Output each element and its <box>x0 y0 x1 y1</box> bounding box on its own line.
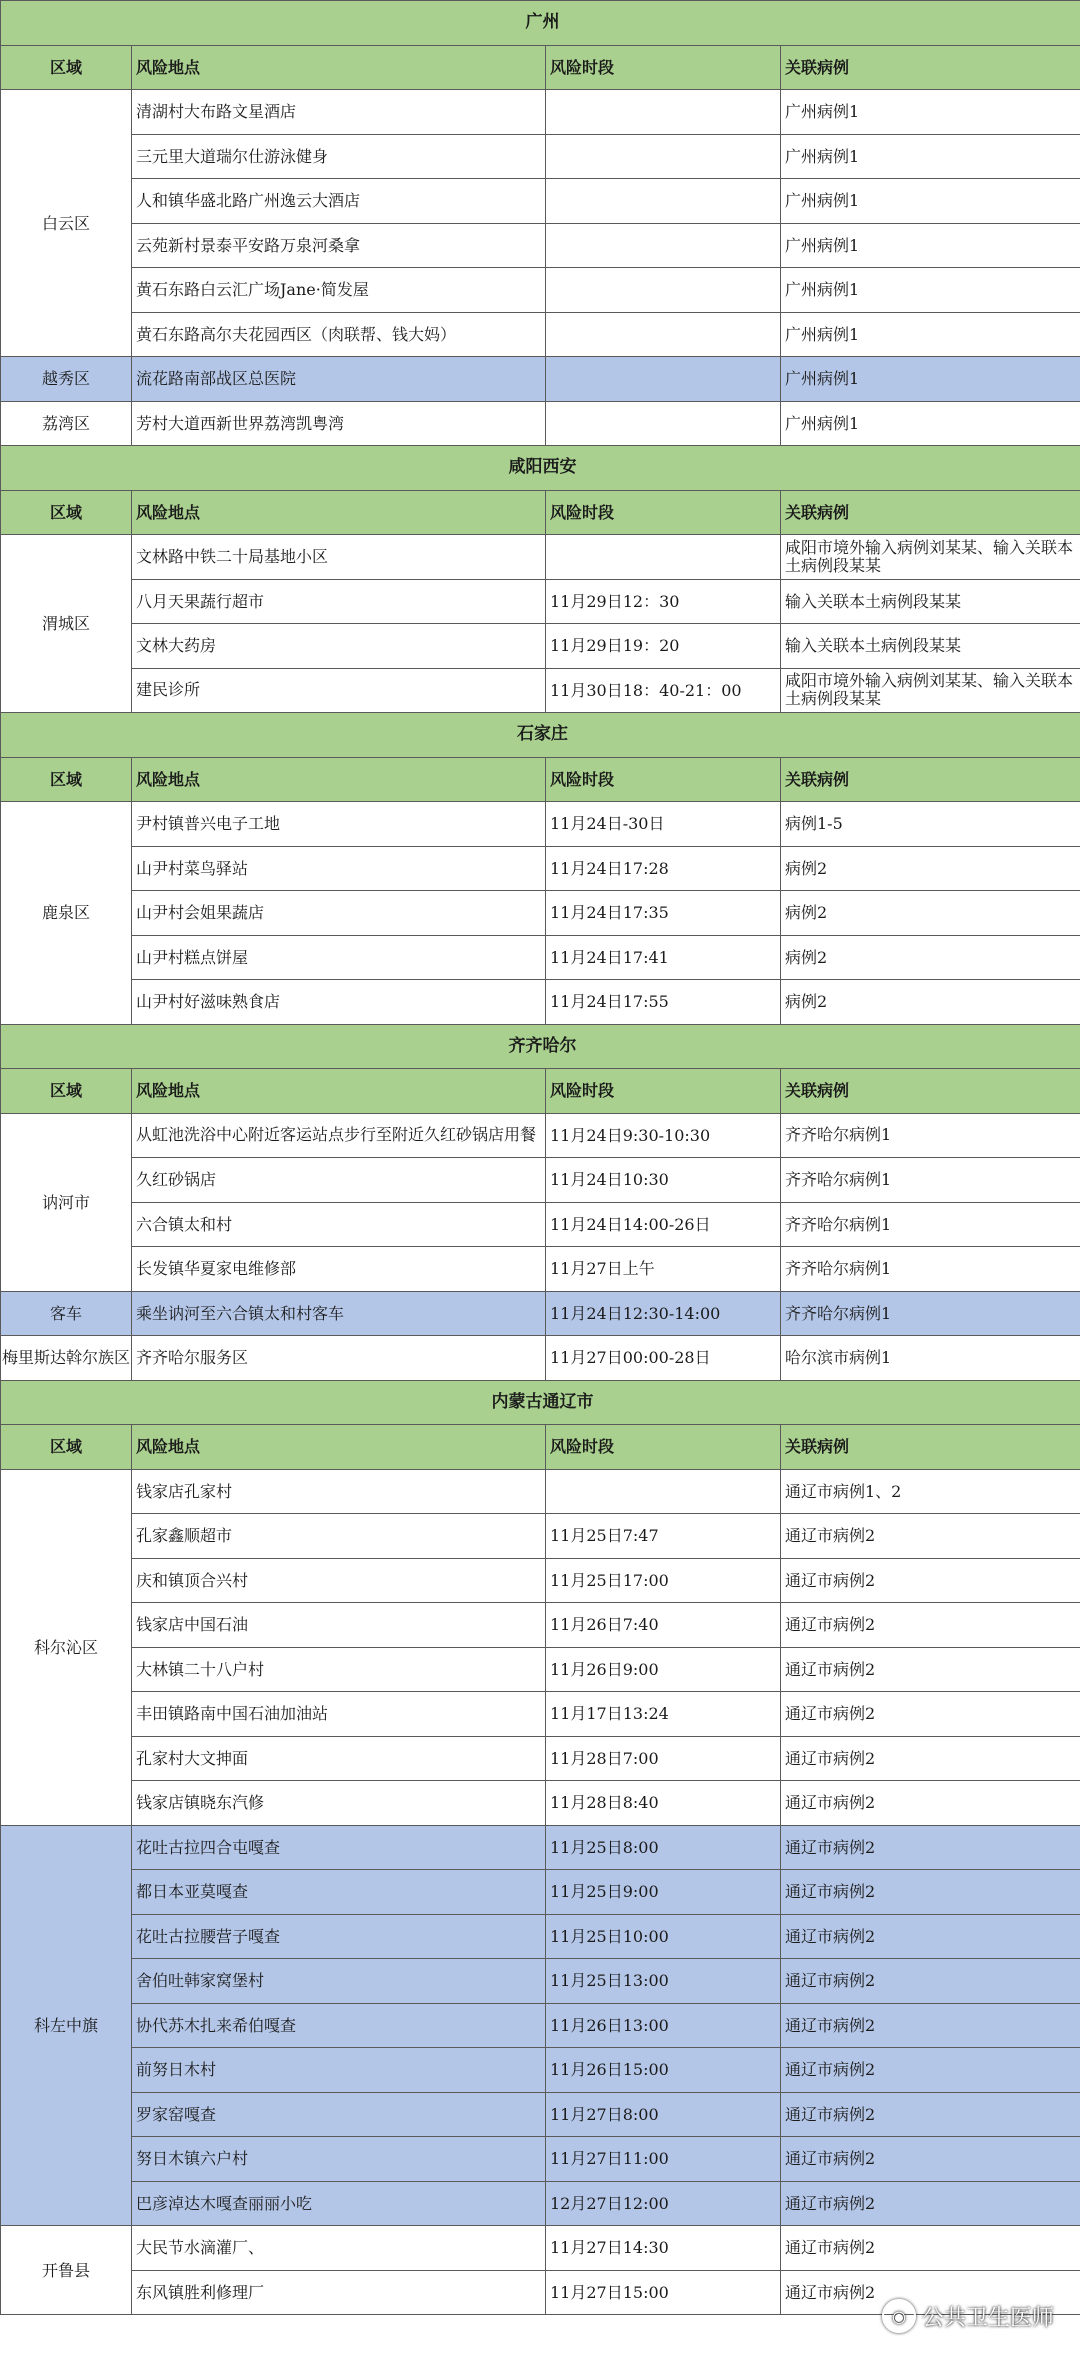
place-cell: 大林镇二十八户村 <box>132 1647 546 1692</box>
region-cell: 开鲁县 <box>1 2226 132 2315</box>
cases-cell: 通辽市病例2 <box>781 1692 1080 1737</box>
place-cell: 大民节水滴灌厂、 <box>132 2226 546 2271</box>
time-cell: 11月25日7:47 <box>546 1514 781 1559</box>
time-cell <box>546 134 781 179</box>
place-cell: 巴彦淖达木嘎查丽丽小吃 <box>132 2181 546 2226</box>
header-cases: 关联病例 <box>781 1425 1080 1470</box>
time-cell <box>546 401 781 446</box>
place-cell: 罗家窑嘎查 <box>132 2092 546 2137</box>
place-cell: 建民诊所 <box>132 668 546 713</box>
header-cases: 关联病例 <box>781 45 1080 90</box>
table-row <box>1 891 1080 936</box>
place-cell: 庆和镇顶合兴村 <box>132 1558 546 1603</box>
table-row <box>1 846 1080 891</box>
time-cell: 11月24日17:41 <box>546 935 781 980</box>
time-cell: 11月26日15:00 <box>546 2048 781 2093</box>
cases-cell: 齐齐哈尔病例1 <box>781 1202 1080 1247</box>
place-cell: 流花路南部战区总医院 <box>132 357 546 402</box>
cases-cell: 通辽市病例2 <box>781 2003 1080 2048</box>
place-cell: 钱家店中国石油 <box>132 1603 546 1648</box>
table-row <box>1 2048 1080 2093</box>
table-row <box>1 1202 1080 1247</box>
cases-cell: 病例1-5 <box>781 802 1080 847</box>
time-cell: 11月30日18：40-21：00 <box>546 668 781 713</box>
table-row <box>1 134 1080 179</box>
table-row <box>1 535 1080 580</box>
place-cell: 努日木镇六户村 <box>132 2137 546 2182</box>
cases-cell: 通辽市病例2 <box>781 1558 1080 1603</box>
cases-cell: 病例2 <box>781 846 1080 891</box>
place-cell: 东风镇胜利修理厂 <box>132 2270 546 2315</box>
table-row <box>1 1558 1080 1603</box>
time-cell <box>546 90 781 135</box>
place-cell: 三元里大道瑞尔仕游泳健身 <box>132 134 546 179</box>
table-row <box>1 90 1080 135</box>
wechat-logo-icon: ◉ <box>882 2299 916 2333</box>
place-cell: 黄石东路白云汇广场Jane·简发屋 <box>132 268 546 313</box>
city-header-row <box>1 1 1080 46</box>
time-cell: 11月24日17:35 <box>546 891 781 936</box>
place-cell: 花吐古拉腰营子嘎查 <box>132 1914 546 1959</box>
place-cell: 山尹村会姐果蔬店 <box>132 891 546 936</box>
table-row <box>1 1291 1080 1336</box>
place-cell: 钱家店孔家村 <box>132 1469 546 1514</box>
table-row <box>1 1336 1080 1381</box>
city-title: 内蒙古通辽市 <box>1 1380 1080 1425</box>
time-cell: 11月27日14:30 <box>546 2226 781 2271</box>
cases-cell: 广州病例1 <box>781 401 1080 446</box>
time-cell: 11月26日7:40 <box>546 1603 781 1648</box>
city-header-row <box>1 713 1080 758</box>
cases-cell: 通辽市病例2 <box>781 2181 1080 2226</box>
cases-cell: 通辽市病例2 <box>781 1914 1080 1959</box>
header-time: 风险时段 <box>546 1425 781 1470</box>
time-cell <box>546 268 781 313</box>
watermark-text: 公共卫生医师 <box>921 2305 1054 2331</box>
place-cell: 花吐古拉四合屯嘎查 <box>132 1825 546 1870</box>
time-cell <box>546 179 781 224</box>
column-header-row <box>1 757 1080 802</box>
cases-cell: 通辽市病例2 <box>781 1781 1080 1826</box>
time-cell: 11月24日17:55 <box>546 980 781 1025</box>
table-row <box>1 1736 1080 1781</box>
cases-cell: 通辽市病例2 <box>781 1870 1080 1915</box>
city-header-row <box>1 446 1080 491</box>
table-row <box>1 1959 1080 2004</box>
table-row <box>1 2137 1080 2182</box>
cases-cell: 通辽市病例2 <box>781 1647 1080 1692</box>
table-row <box>1 179 1080 224</box>
cases-cell: 广州病例1 <box>781 268 1080 313</box>
table-row <box>1 1692 1080 1737</box>
place-cell: 山尹村菜鸟驿站 <box>132 846 546 891</box>
place-cell: 久红砂锅店 <box>132 1158 546 1203</box>
header-cases: 关联病例 <box>781 1069 1080 1114</box>
time-cell: 11月25日13:00 <box>546 1959 781 2004</box>
cases-cell: 通辽市病例2 <box>781 1736 1080 1781</box>
cases-cell: 哈尔滨市病例1 <box>781 1336 1080 1381</box>
cases-cell: 齐齐哈尔病例1 <box>781 1113 1080 1158</box>
place-cell: 前努日木村 <box>132 2048 546 2093</box>
cases-cell: 广州病例1 <box>781 134 1080 179</box>
cases-cell: 咸阳市境外输入病例刘某某、输入关联本土病例段某某 <box>781 668 1080 713</box>
table-row <box>1 1870 1080 1915</box>
header-place: 风险地点 <box>132 45 546 90</box>
table-row <box>1 1469 1080 1514</box>
cases-cell: 齐齐哈尔病例1 <box>781 1247 1080 1292</box>
cases-cell: 通辽市病例2 <box>781 2270 1080 2315</box>
time-cell: 11月27日上午 <box>546 1247 781 1292</box>
table-row <box>1 668 1080 713</box>
cases-cell: 广州病例1 <box>781 357 1080 402</box>
cases-cell: 输入关联本土病例段某某 <box>781 579 1080 624</box>
time-cell: 11月25日9:00 <box>546 1870 781 1915</box>
place-cell: 八月天果蔬行超市 <box>132 579 546 624</box>
region-cell: 讷河市 <box>1 1113 132 1291</box>
cases-cell: 广州病例1 <box>781 90 1080 135</box>
city-header-row <box>1 1380 1080 1425</box>
table-row <box>1 312 1080 357</box>
table-row <box>1 1158 1080 1203</box>
table-row <box>1 1781 1080 1826</box>
header-time: 风险时段 <box>546 757 781 802</box>
place-cell: 芳村大道西新世界荔湾凯粤湾 <box>132 401 546 446</box>
table-row <box>1 2003 1080 2048</box>
place-cell: 协代苏木扎来希伯嘎查 <box>132 2003 546 2048</box>
place-cell: 都日本亚莫嘎查 <box>132 1870 546 1915</box>
time-cell <box>546 223 781 268</box>
time-cell <box>546 312 781 357</box>
time-cell: 11月27日15:00 <box>546 2270 781 2315</box>
table-row <box>1 1247 1080 1292</box>
place-cell: 钱家店镇晓东汽修 <box>132 1781 546 1826</box>
place-cell: 舍伯吐韩家窝堡村 <box>132 1959 546 2004</box>
time-cell: 11月24日12:30-14:00 <box>546 1291 781 1336</box>
header-place: 风险地点 <box>132 490 546 535</box>
cases-cell: 广州病例1 <box>781 312 1080 357</box>
time-cell: 11月27日00:00-28日 <box>546 1336 781 1381</box>
time-cell <box>546 535 781 580</box>
cases-cell: 咸阳市境外输入病例刘某某、输入关联本土病例段某某 <box>781 535 1080 580</box>
table-row <box>1 1647 1080 1692</box>
cases-cell: 通辽市病例2 <box>781 2092 1080 2137</box>
time-cell: 11月25日8:00 <box>546 1825 781 1870</box>
city-title: 咸阳西安 <box>1 446 1080 491</box>
table-row <box>1 2226 1080 2271</box>
cases-cell: 输入关联本土病例段某某 <box>781 624 1080 669</box>
time-cell: 11月24日-30日 <box>546 802 781 847</box>
region-cell: 鹿泉区 <box>1 802 132 1025</box>
header-region: 区域 <box>1 490 132 535</box>
place-cell: 山尹村好滋味熟食店 <box>132 980 546 1025</box>
place-cell: 山尹村糕点饼屋 <box>132 935 546 980</box>
watermark <box>882 2299 1054 2333</box>
header-region: 区域 <box>1 1425 132 1470</box>
table-row <box>1 1603 1080 1648</box>
region-cell: 科左中旗 <box>1 1825 132 2226</box>
cases-cell: 通辽市病例2 <box>781 2137 1080 2182</box>
column-header-row <box>1 1425 1080 1470</box>
place-cell: 齐齐哈尔服务区 <box>132 1336 546 1381</box>
table-row <box>1 980 1080 1025</box>
place-cell: 长发镇华夏家电维修部 <box>132 1247 546 1292</box>
cases-cell: 病例2 <box>781 935 1080 980</box>
cases-cell: 病例2 <box>781 891 1080 936</box>
time-cell: 11月28日7:00 <box>546 1736 781 1781</box>
time-cell: 11月29日12：30 <box>546 579 781 624</box>
time-cell <box>546 1469 781 1514</box>
column-header-row <box>1 490 1080 535</box>
table-row <box>1 268 1080 313</box>
place-cell: 孔家鑫顺超市 <box>132 1514 546 1559</box>
place-cell: 六合镇太和村 <box>132 1202 546 1247</box>
column-header-row <box>1 1069 1080 1114</box>
time-cell: 11月17日13:24 <box>546 1692 781 1737</box>
time-cell: 11月25日10:00 <box>546 1914 781 1959</box>
table-row <box>1 935 1080 980</box>
region-cell: 客车 <box>1 1291 132 1336</box>
place-cell: 清湖村大布路文星酒店 <box>132 90 546 135</box>
table-row <box>1 357 1080 402</box>
time-cell: 12月27日12:00 <box>546 2181 781 2226</box>
header-place: 风险地点 <box>132 1425 546 1470</box>
place-cell: 云苑新村景泰平安路万泉河桑拿 <box>132 223 546 268</box>
cases-cell: 通辽市病例2 <box>781 1959 1080 2004</box>
header-region: 区域 <box>1 757 132 802</box>
cases-cell: 广州病例1 <box>781 179 1080 224</box>
header-cases: 关联病例 <box>781 490 1080 535</box>
place-cell: 乘坐讷河至六合镇太和村客车 <box>132 1291 546 1336</box>
time-cell: 11月24日17:28 <box>546 846 781 891</box>
time-cell: 11月26日9:00 <box>546 1647 781 1692</box>
region-cell: 白云区 <box>1 90 132 357</box>
time-cell: 11月29日19：20 <box>546 624 781 669</box>
time-cell: 11月26日13:00 <box>546 2003 781 2048</box>
table-row <box>1 802 1080 847</box>
time-cell: 11月27日11:00 <box>546 2137 781 2182</box>
city-title: 齐齐哈尔 <box>1 1024 1080 1069</box>
header-region: 区域 <box>1 1069 132 1114</box>
place-cell: 尹村镇普兴电子工地 <box>132 802 546 847</box>
table-row <box>1 579 1080 624</box>
place-cell: 文林路中铁二十局基地小区 <box>132 535 546 580</box>
region-cell: 科尔沁区 <box>1 1469 132 1825</box>
city-header-row <box>1 1024 1080 1069</box>
cases-cell: 通辽市病例2 <box>781 2226 1080 2271</box>
city-title: 石家庄 <box>1 713 1080 758</box>
cases-cell: 通辽市病例2 <box>781 1603 1080 1648</box>
table-row <box>1 1113 1080 1158</box>
table-row <box>1 1514 1080 1559</box>
header-region: 区域 <box>1 45 132 90</box>
table-row <box>1 1825 1080 1870</box>
column-header-row <box>1 45 1080 90</box>
cases-cell: 广州病例1 <box>781 223 1080 268</box>
header-place: 风险地点 <box>132 757 546 802</box>
time-cell <box>546 357 781 402</box>
region-cell: 荔湾区 <box>1 401 132 446</box>
cases-cell: 病例2 <box>781 980 1080 1025</box>
place-cell: 从虹池洗浴中心附近客运站点步行至附近久红砂锅店用餐 <box>132 1113 546 1158</box>
time-cell: 11月28日8:40 <box>546 1781 781 1826</box>
place-cell: 文林大药房 <box>132 624 546 669</box>
header-time: 风险时段 <box>546 1069 781 1114</box>
place-cell: 丰田镇路南中国石油加油站 <box>132 1692 546 1737</box>
place-cell: 孔家村大文抻面 <box>132 1736 546 1781</box>
cases-cell: 通辽市病例2 <box>781 2048 1080 2093</box>
place-cell: 黄石东路高尔夫花园西区（肉联帮、钱大妈） <box>132 312 546 357</box>
header-time: 风险时段 <box>546 45 781 90</box>
city-title: 广州 <box>1 1 1080 46</box>
place-cell: 人和镇华盛北路广州逸云大酒店 <box>132 179 546 224</box>
header-place: 风险地点 <box>132 1069 546 1114</box>
header-time: 风险时段 <box>546 490 781 535</box>
region-cell: 梅里斯达斡尔族区 <box>1 1336 132 1381</box>
table-row <box>1 1914 1080 1959</box>
time-cell: 11月24日14:00-26日 <box>546 1202 781 1247</box>
cases-cell: 通辽市病例2 <box>781 1514 1080 1559</box>
time-cell: 11月24日10:30 <box>546 1158 781 1203</box>
table-row <box>1 2181 1080 2226</box>
cases-cell: 通辽市病例2 <box>781 1825 1080 1870</box>
cases-cell: 齐齐哈尔病例1 <box>781 1291 1080 1336</box>
region-cell: 越秀区 <box>1 357 132 402</box>
time-cell: 11月24日9:30-10:30 <box>546 1113 781 1158</box>
table-row <box>1 223 1080 268</box>
table-row <box>1 2092 1080 2137</box>
cases-cell: 齐齐哈尔病例1 <box>781 1158 1080 1203</box>
time-cell: 11月25日17:00 <box>546 1558 781 1603</box>
table-row <box>1 624 1080 669</box>
time-cell: 11月27日8:00 <box>546 2092 781 2137</box>
cases-cell: 通辽市病例1、2 <box>781 1469 1080 1514</box>
table-row <box>1 401 1080 446</box>
region-cell: 渭城区 <box>1 535 132 713</box>
header-cases: 关联病例 <box>781 757 1080 802</box>
